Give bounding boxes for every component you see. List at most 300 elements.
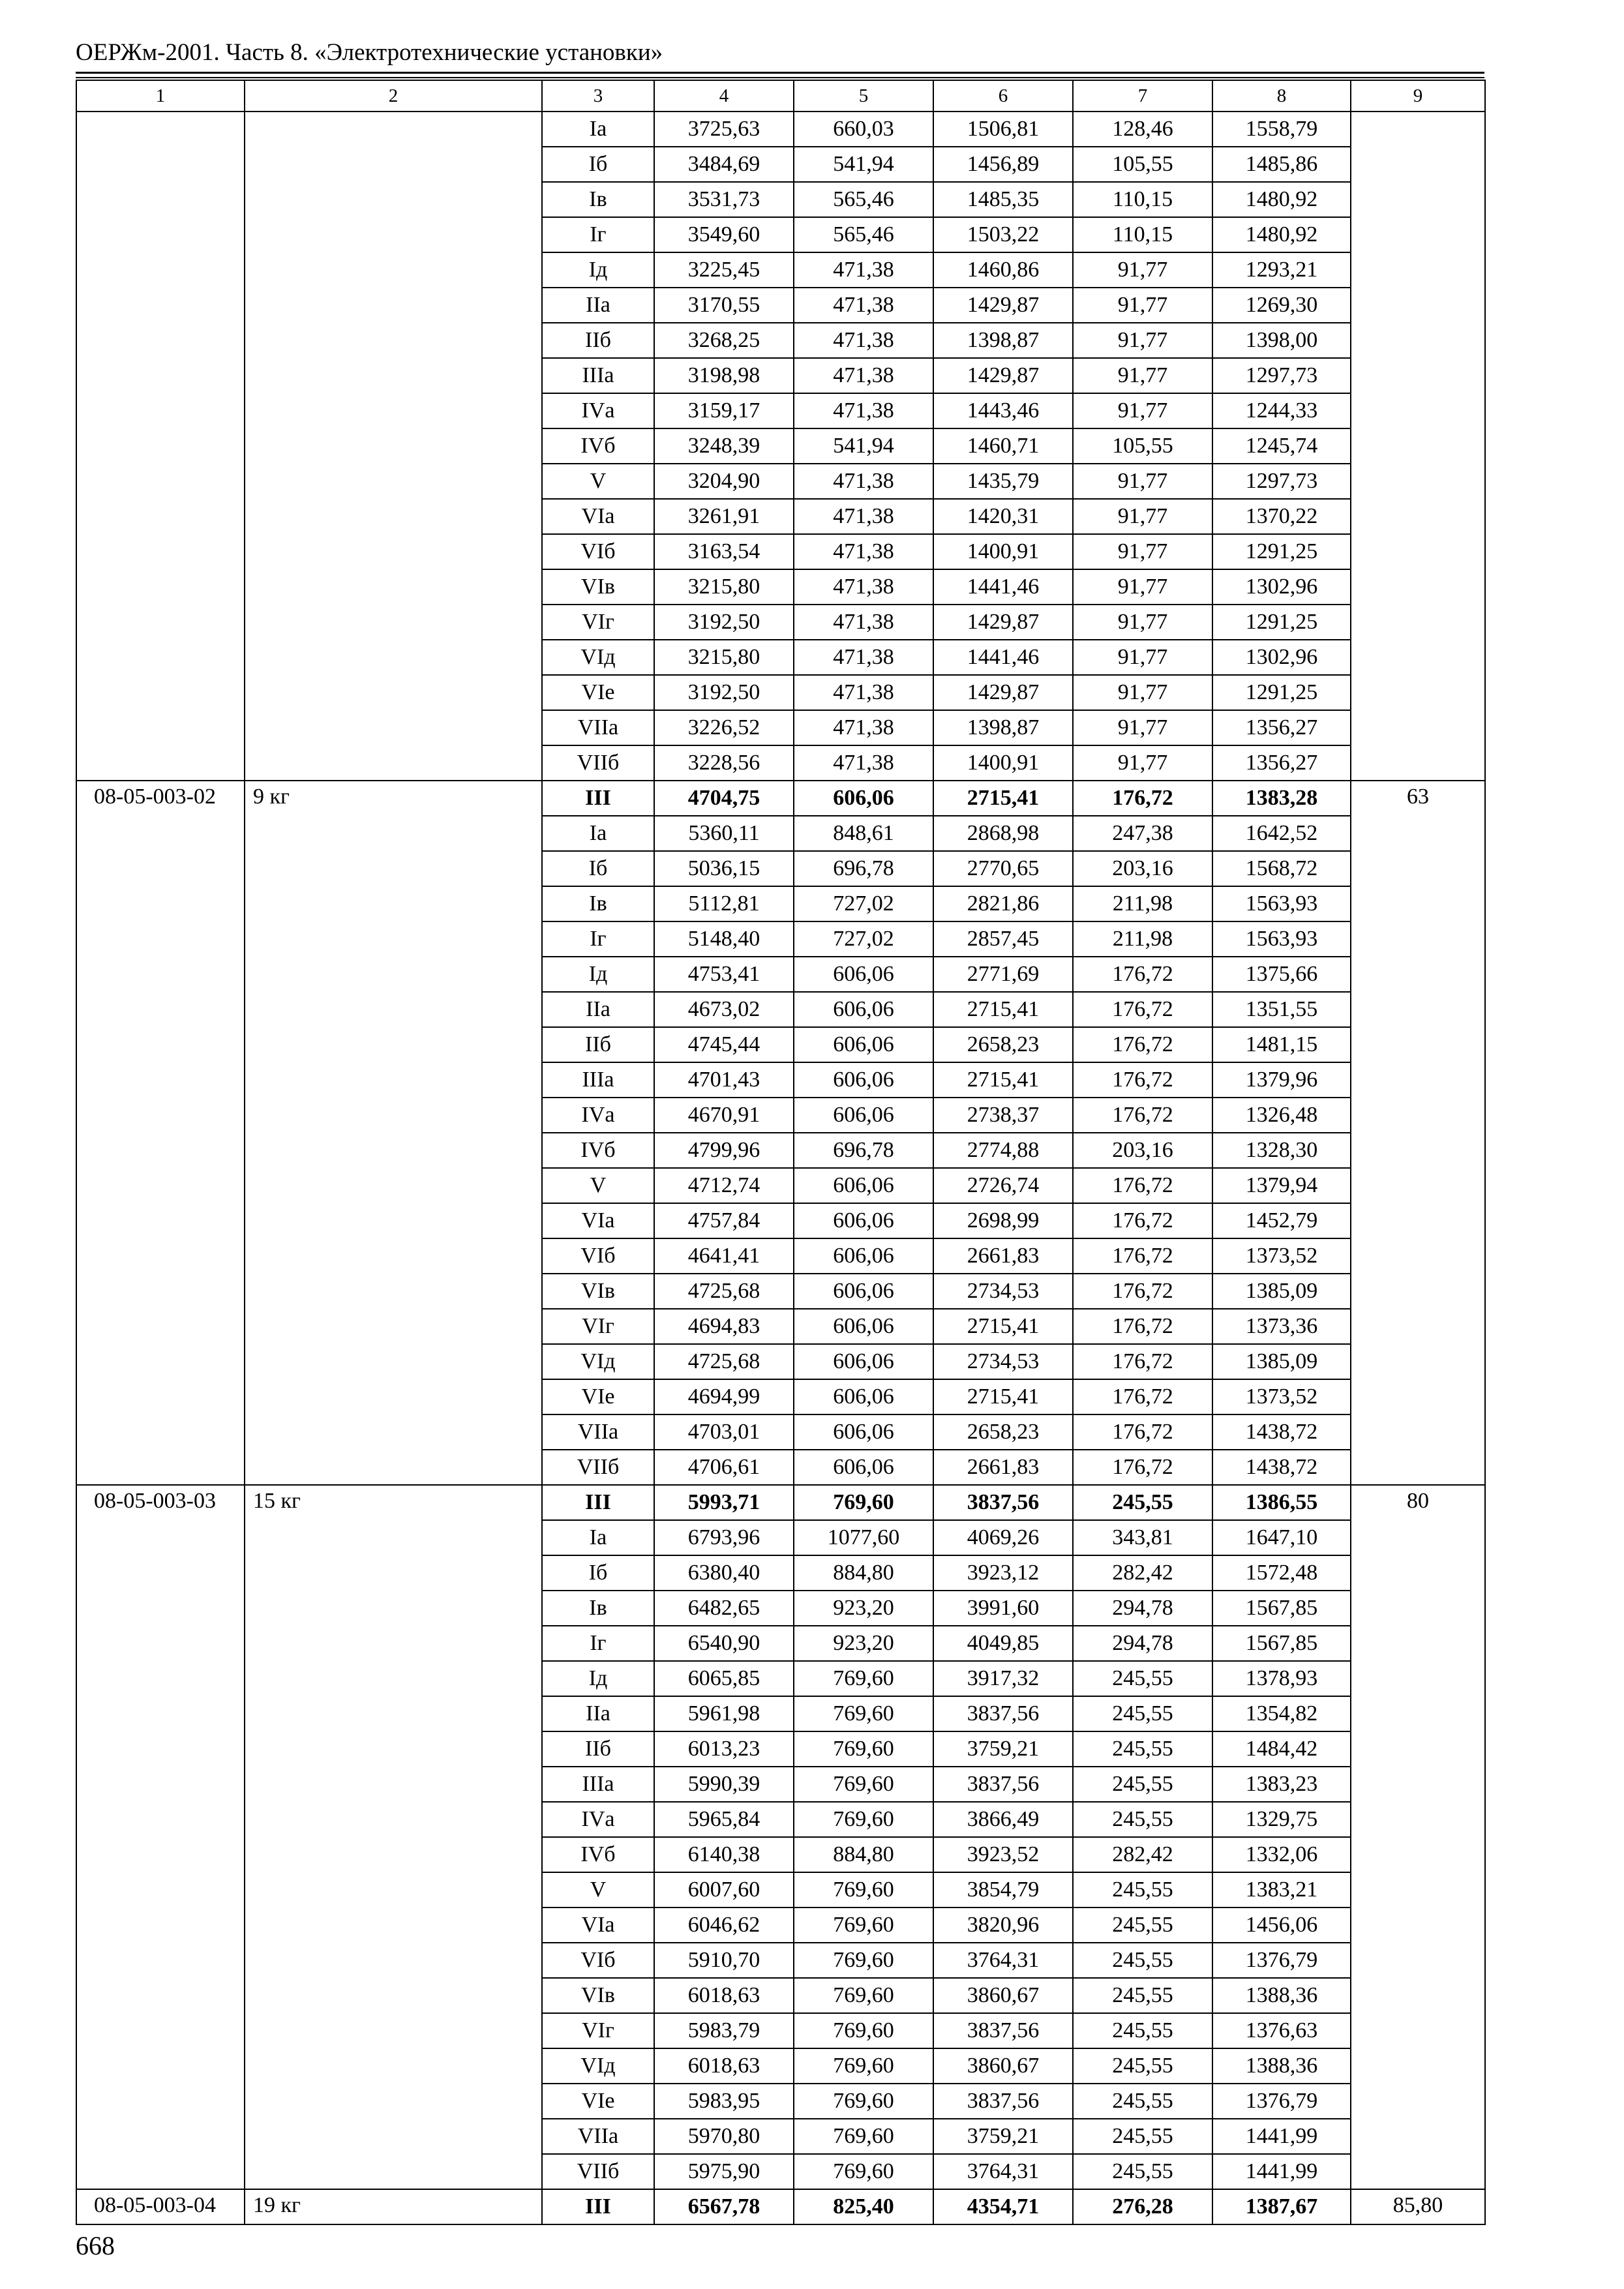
value-cell: 1480,92 <box>1212 182 1351 217</box>
value-cell: 91,77 <box>1073 745 1212 781</box>
value-cell: 245,55 <box>1073 1485 1212 1520</box>
zone-cell: Iа <box>542 1520 654 1555</box>
code-cell <box>76 112 245 781</box>
value-cell: 3860,67 <box>933 2048 1073 2084</box>
zone-cell: V <box>542 1168 654 1203</box>
value-cell: 4725,68 <box>654 1344 794 1379</box>
value-cell: 769,60 <box>794 1908 933 1943</box>
value-cell: 1503,22 <box>933 217 1073 252</box>
value-cell: 606,06 <box>794 1414 933 1450</box>
value-cell: 4701,43 <box>654 1062 794 1098</box>
value-cell: 606,06 <box>794 781 933 816</box>
value-cell: 2715,41 <box>933 1379 1073 1414</box>
value-cell: 3917,32 <box>933 1661 1073 1696</box>
value-cell: 2661,83 <box>933 1238 1073 1274</box>
value-cell: 1297,73 <box>1212 358 1351 393</box>
code-cell: 08-05-003-02 <box>76 781 245 1485</box>
value-cell: 128,46 <box>1073 112 1212 147</box>
value-cell: 565,46 <box>794 217 933 252</box>
value-cell: 5983,79 <box>654 2013 794 2048</box>
value-cell: 1388,36 <box>1212 1978 1351 2013</box>
zone-cell: VIд <box>542 2048 654 2084</box>
value-cell: 606,06 <box>794 1379 933 1414</box>
value-cell: 1441,46 <box>933 569 1073 605</box>
value-cell: 923,20 <box>794 1591 933 1626</box>
value-cell: 3198,98 <box>654 358 794 393</box>
value-cell: 1376,79 <box>1212 1943 1351 1978</box>
value-cell: 471,38 <box>794 499 933 534</box>
zone-cell: IIб <box>542 1731 654 1767</box>
value-cell: 1429,87 <box>933 288 1073 323</box>
value-cell: 1383,23 <box>1212 1767 1351 1802</box>
value-cell: 1435,79 <box>933 464 1073 499</box>
value-cell: 1563,93 <box>1212 921 1351 957</box>
value-cell: 3228,56 <box>654 745 794 781</box>
value-cell: 1351,55 <box>1212 992 1351 1027</box>
name-cell: 9 кг <box>245 781 542 1485</box>
value-cell: 769,60 <box>794 1802 933 1837</box>
zone-cell: IIIа <box>542 358 654 393</box>
value-cell: 923,20 <box>794 1626 933 1661</box>
value-cell: 1568,72 <box>1212 851 1351 886</box>
value-cell: 1385,09 <box>1212 1274 1351 1309</box>
zone-cell: VIг <box>542 605 654 640</box>
value-cell: 1420,31 <box>933 499 1073 534</box>
value-cell: 1563,93 <box>1212 886 1351 921</box>
value-cell: 176,72 <box>1073 781 1212 816</box>
value-cell: 2715,41 <box>933 781 1073 816</box>
value-cell: 3215,80 <box>654 640 794 675</box>
value-cell: 91,77 <box>1073 358 1212 393</box>
zone-cell: IVа <box>542 1802 654 1837</box>
zone-cell: V <box>542 464 654 499</box>
value-cell: 2661,83 <box>933 1450 1073 1485</box>
value-cell: 769,60 <box>794 1943 933 1978</box>
value-cell: 3163,54 <box>654 534 794 569</box>
value-cell: 1398,00 <box>1212 323 1351 358</box>
value-cell: 606,06 <box>794 1238 933 1274</box>
value-cell: 606,06 <box>794 1098 933 1133</box>
zone-cell: VIд <box>542 640 654 675</box>
zone-cell: VIб <box>542 1943 654 1978</box>
value-cell: 1328,30 <box>1212 1133 1351 1168</box>
value-cell: 4703,01 <box>654 1414 794 1450</box>
value-cell: 91,77 <box>1073 675 1212 710</box>
value-cell: 769,60 <box>794 1767 933 1802</box>
value-cell: 1441,99 <box>1212 2119 1351 2154</box>
value-cell: 3170,55 <box>654 288 794 323</box>
value-cell: 3837,56 <box>933 1485 1073 1520</box>
value-cell: 1354,82 <box>1212 1696 1351 1731</box>
zone-cell: Iв <box>542 1591 654 1626</box>
value-cell: 245,55 <box>1073 1978 1212 2013</box>
value-cell: 4753,41 <box>654 957 794 992</box>
zone-cell: IVб <box>542 428 654 464</box>
value-cell: 1398,87 <box>933 323 1073 358</box>
value-cell: 245,55 <box>1073 1696 1212 1731</box>
value-cell: 3725,63 <box>654 112 794 147</box>
value-cell: 1484,42 <box>1212 1731 1351 1767</box>
zone-cell: III <box>542 1485 654 1520</box>
value-cell: 1400,91 <box>933 745 1073 781</box>
zone-cell: Iд <box>542 957 654 992</box>
value-cell: 696,78 <box>794 851 933 886</box>
value-cell: 2770,65 <box>933 851 1073 886</box>
value-cell: 245,55 <box>1073 2084 1212 2119</box>
value-cell: 1386,55 <box>1212 1485 1351 1520</box>
value-cell: 6140,38 <box>654 1837 794 1872</box>
value-cell: 91,77 <box>1073 288 1212 323</box>
zone-cell: Iб <box>542 851 654 886</box>
value-cell: 2726,74 <box>933 1168 1073 1203</box>
zone-cell: VIе <box>542 675 654 710</box>
price-table <box>76 80 1486 2225</box>
value-cell: 1291,25 <box>1212 675 1351 710</box>
value-cell: 1332,06 <box>1212 1837 1351 1872</box>
value-cell: 176,72 <box>1073 1203 1212 1238</box>
value-cell: 3261,91 <box>654 499 794 534</box>
value-cell: 825,40 <box>794 2189 933 2224</box>
value-cell: 3860,67 <box>933 1978 1073 2013</box>
value-cell: 1376,63 <box>1212 2013 1351 2048</box>
value-cell: 769,60 <box>794 1696 933 1731</box>
header-rule-thin <box>76 77 1484 78</box>
value-cell: 2734,53 <box>933 1274 1073 1309</box>
value-cell: 4069,26 <box>933 1520 1073 1555</box>
zone-cell: Iд <box>542 1661 654 1696</box>
value-cell: 2821,86 <box>933 886 1073 921</box>
value-cell: 606,06 <box>794 1309 933 1344</box>
value-cell: 2771,69 <box>933 957 1073 992</box>
value-cell: 176,72 <box>1073 1062 1212 1098</box>
value-cell: 1506,81 <box>933 112 1073 147</box>
value-cell: 1302,96 <box>1212 640 1351 675</box>
value-cell: 343,81 <box>1073 1520 1212 1555</box>
value-cell: 4354,71 <box>933 2189 1073 2224</box>
zone-cell: VIв <box>542 1978 654 2013</box>
zone-cell: IIа <box>542 992 654 1027</box>
value-cell: 471,38 <box>794 745 933 781</box>
value-cell: 3866,49 <box>933 1802 1073 1837</box>
value-cell: 1356,27 <box>1212 745 1351 781</box>
value-cell: 1383,28 <box>1212 781 1351 816</box>
value-cell: 3268,25 <box>654 323 794 358</box>
value-cell: 1077,60 <box>794 1520 933 1555</box>
value-cell: 1373,52 <box>1212 1379 1351 1414</box>
zone-cell: Iг <box>542 921 654 957</box>
value-cell: 471,38 <box>794 393 933 428</box>
value-cell: 294,78 <box>1073 1591 1212 1626</box>
value-cell: 3837,56 <box>933 2084 1073 2119</box>
value-cell: 1438,72 <box>1212 1414 1351 1450</box>
value-cell: 884,80 <box>794 1837 933 1872</box>
value-cell: 5975,90 <box>654 2154 794 2189</box>
value-cell: 3531,73 <box>654 182 794 217</box>
value-cell: 769,60 <box>794 1872 933 1908</box>
value-cell: 1438,72 <box>1212 1450 1351 1485</box>
value-cell: 176,72 <box>1073 992 1212 1027</box>
value-cell: 3923,52 <box>933 1837 1073 1872</box>
zone-cell: VIг <box>542 1309 654 1344</box>
value-cell: 282,42 <box>1073 1837 1212 1872</box>
value-cell: 1485,86 <box>1212 147 1351 182</box>
value-cell: 1456,06 <box>1212 1908 1351 1943</box>
value-cell: 606,06 <box>794 1203 933 1238</box>
zone-cell: Iб <box>542 1555 654 1591</box>
value-cell: 3159,17 <box>654 393 794 428</box>
value-cell: 1293,21 <box>1212 252 1351 288</box>
value-cell: 5148,40 <box>654 921 794 957</box>
value-cell: 4704,75 <box>654 781 794 816</box>
value-cell: 1441,99 <box>1212 2154 1351 2189</box>
zone-cell: Iа <box>542 112 654 147</box>
value-cell: 769,60 <box>794 2048 933 2084</box>
column-number: 5 <box>794 80 933 112</box>
value-cell: 245,55 <box>1073 1802 1212 1837</box>
zone-cell: VIе <box>542 2084 654 2119</box>
value-cell: 471,38 <box>794 358 933 393</box>
value-cell: 6567,78 <box>654 2189 794 2224</box>
value-cell: 1269,30 <box>1212 288 1351 323</box>
zone-cell: VIв <box>542 569 654 605</box>
value-cell: 1379,94 <box>1212 1168 1351 1203</box>
table-body <box>76 80 1485 2224</box>
value-cell: 1443,46 <box>933 393 1073 428</box>
value-cell: 696,78 <box>794 1133 933 1168</box>
value-cell: 176,72 <box>1073 957 1212 992</box>
value-cell: 541,94 <box>794 428 933 464</box>
zone-cell: Iб <box>542 147 654 182</box>
value-cell: 3854,79 <box>933 1872 1073 1908</box>
value-cell: 1378,93 <box>1212 1661 1351 1696</box>
value-cell: 3991,60 <box>933 1591 1073 1626</box>
value-cell: 471,38 <box>794 569 933 605</box>
value-cell: 1558,79 <box>1212 112 1351 147</box>
value-cell: 91,77 <box>1073 710 1212 745</box>
value-cell: 3837,56 <box>933 2013 1073 2048</box>
value-cell: 245,55 <box>1073 2013 1212 2048</box>
zone-cell: VIIб <box>542 2154 654 2189</box>
zone-cell: Iв <box>542 886 654 921</box>
value-cell: 1356,27 <box>1212 710 1351 745</box>
value-cell: 471,38 <box>794 605 933 640</box>
value-cell: 471,38 <box>794 464 933 499</box>
column-number: 1 <box>76 80 245 112</box>
value-cell: 5360,11 <box>654 816 794 851</box>
value-cell: 245,55 <box>1073 1731 1212 1767</box>
value-cell: 176,72 <box>1073 1098 1212 1133</box>
note-cell: 80 <box>1351 1485 1485 2189</box>
value-cell: 1460,71 <box>933 428 1073 464</box>
value-cell: 1291,25 <box>1212 534 1351 569</box>
value-cell: 1485,35 <box>933 182 1073 217</box>
zone-cell: VIе <box>542 1379 654 1414</box>
table-row <box>76 112 1485 147</box>
value-cell: 1376,79 <box>1212 2084 1351 2119</box>
value-cell: 203,16 <box>1073 1133 1212 1168</box>
value-cell: 6482,65 <box>654 1591 794 1626</box>
zone-cell: IIIа <box>542 1062 654 1098</box>
column-number: 9 <box>1351 80 1485 112</box>
value-cell: 91,77 <box>1073 252 1212 288</box>
value-cell: 6065,85 <box>654 1661 794 1696</box>
value-cell: 471,38 <box>794 640 933 675</box>
value-cell: 4694,99 <box>654 1379 794 1414</box>
code-cell: 08-05-003-04 <box>76 2189 245 2224</box>
value-cell: 176,72 <box>1073 1344 1212 1379</box>
column-number: 7 <box>1073 80 1212 112</box>
value-cell: 211,98 <box>1073 886 1212 921</box>
value-cell: 1373,36 <box>1212 1309 1351 1344</box>
value-cell: 176,72 <box>1073 1379 1212 1414</box>
value-cell: 91,77 <box>1073 605 1212 640</box>
zone-cell: VIIа <box>542 1414 654 1450</box>
value-cell: 245,55 <box>1073 1908 1212 1943</box>
value-cell: 2715,41 <box>933 1062 1073 1098</box>
value-cell: 1398,87 <box>933 710 1073 745</box>
value-cell: 3820,96 <box>933 1908 1073 1943</box>
value-cell: 471,38 <box>794 323 933 358</box>
value-cell: 606,06 <box>794 1450 933 1485</box>
value-cell: 6007,60 <box>654 1872 794 1908</box>
value-cell: 2658,23 <box>933 1027 1073 1062</box>
value-cell: 2698,99 <box>933 1203 1073 1238</box>
value-cell: 4049,85 <box>933 1626 1073 1661</box>
value-cell: 105,55 <box>1073 147 1212 182</box>
value-cell: 5112,81 <box>654 886 794 921</box>
value-cell: 1375,66 <box>1212 957 1351 992</box>
value-cell: 471,38 <box>794 675 933 710</box>
value-cell: 176,72 <box>1073 1238 1212 1274</box>
value-cell: 245,55 <box>1073 2048 1212 2084</box>
value-cell: 6540,90 <box>654 1626 794 1661</box>
value-cell: 6013,23 <box>654 1731 794 1767</box>
value-cell: 5910,70 <box>654 1943 794 1978</box>
zone-cell: VIв <box>542 1274 654 1309</box>
page-header-title: ОЕРЖм-2001. Часть 8. «Электротехнические установки» <box>76 39 663 66</box>
value-cell: 6793,96 <box>654 1520 794 1555</box>
value-cell: 176,72 <box>1073 1450 1212 1485</box>
value-cell: 1452,79 <box>1212 1203 1351 1238</box>
value-cell: 4670,91 <box>654 1098 794 1133</box>
value-cell: 606,06 <box>794 957 933 992</box>
zone-cell: VIб <box>542 1238 654 1274</box>
value-cell: 3764,31 <box>933 2154 1073 2189</box>
value-cell: 245,55 <box>1073 1943 1212 1978</box>
value-cell: 6380,40 <box>654 1555 794 1591</box>
value-cell: 606,06 <box>794 1027 933 1062</box>
value-cell: 1572,48 <box>1212 1555 1351 1591</box>
value-cell: 6018,63 <box>654 1978 794 2013</box>
value-cell: 1297,73 <box>1212 464 1351 499</box>
column-number: 3 <box>542 80 654 112</box>
value-cell: 471,38 <box>794 252 933 288</box>
header-rule <box>76 72 1484 74</box>
value-cell: 565,46 <box>794 182 933 217</box>
value-cell: 2738,37 <box>933 1098 1073 1133</box>
zone-cell: IIб <box>542 323 654 358</box>
zone-cell: Iв <box>542 182 654 217</box>
value-cell: 541,94 <box>794 147 933 182</box>
value-cell: 5990,39 <box>654 1767 794 1802</box>
value-cell: 606,06 <box>794 1344 933 1379</box>
value-cell: 176,72 <box>1073 1274 1212 1309</box>
zone-cell: IIб <box>542 1027 654 1062</box>
zone-cell: IIIа <box>542 1767 654 1802</box>
note-cell <box>1351 112 1485 781</box>
column-number: 6 <box>933 80 1073 112</box>
name-cell <box>245 112 542 781</box>
value-cell: 1383,21 <box>1212 1872 1351 1908</box>
value-cell: 660,03 <box>794 112 933 147</box>
value-cell: 606,06 <box>794 1062 933 1098</box>
zone-cell: III <box>542 2189 654 2224</box>
value-cell: 2857,45 <box>933 921 1073 957</box>
value-cell: 727,02 <box>794 886 933 921</box>
value-cell: 884,80 <box>794 1555 933 1591</box>
value-cell: 1429,87 <box>933 358 1073 393</box>
value-cell: 1326,48 <box>1212 1098 1351 1133</box>
value-cell: 3484,69 <box>654 147 794 182</box>
value-cell: 110,15 <box>1073 182 1212 217</box>
value-cell: 5970,80 <box>654 2119 794 2154</box>
value-cell: 769,60 <box>794 2084 933 2119</box>
table-row <box>76 1485 1485 1520</box>
value-cell: 5993,71 <box>654 1485 794 1520</box>
value-cell: 91,77 <box>1073 323 1212 358</box>
value-cell: 1647,10 <box>1212 1520 1351 1555</box>
note-cell: 85,80 <box>1351 2189 1485 2224</box>
zone-cell: VIIб <box>542 1450 654 1485</box>
value-cell: 2734,53 <box>933 1344 1073 1379</box>
value-cell: 1373,52 <box>1212 1238 1351 1274</box>
value-cell: 1642,52 <box>1212 816 1351 851</box>
value-cell: 1244,33 <box>1212 393 1351 428</box>
zone-cell: V <box>542 1872 654 1908</box>
value-cell: 3837,56 <box>933 1696 1073 1731</box>
value-cell: 1245,74 <box>1212 428 1351 464</box>
value-cell: 91,77 <box>1073 499 1212 534</box>
zone-cell: IVа <box>542 393 654 428</box>
column-number: 4 <box>654 80 794 112</box>
zone-cell: IVа <box>542 1098 654 1133</box>
value-cell: 3226,52 <box>654 710 794 745</box>
zone-cell: VIIа <box>542 2119 654 2154</box>
zone-cell: Iа <box>542 816 654 851</box>
value-cell: 1302,96 <box>1212 569 1351 605</box>
value-cell: 176,72 <box>1073 1414 1212 1450</box>
name-cell: 15 кг <box>245 1485 542 2189</box>
value-cell: 606,06 <box>794 992 933 1027</box>
value-cell: 848,61 <box>794 816 933 851</box>
value-cell: 3759,21 <box>933 2119 1073 2154</box>
zone-cell: Iг <box>542 217 654 252</box>
value-cell: 1291,25 <box>1212 605 1351 640</box>
value-cell: 1329,75 <box>1212 1802 1351 1837</box>
value-cell: 5961,98 <box>654 1696 794 1731</box>
value-cell: 1429,87 <box>933 675 1073 710</box>
value-cell: 4725,68 <box>654 1274 794 1309</box>
zone-cell: VIIб <box>542 745 654 781</box>
value-cell: 1387,67 <box>1212 2189 1351 2224</box>
value-cell: 4757,84 <box>654 1203 794 1238</box>
value-cell: 4799,96 <box>654 1133 794 1168</box>
zone-cell: VIIа <box>542 710 654 745</box>
value-cell: 1567,85 <box>1212 1591 1351 1626</box>
value-cell: 3204,90 <box>654 464 794 499</box>
value-cell: 91,77 <box>1073 640 1212 675</box>
value-cell: 110,15 <box>1073 217 1212 252</box>
